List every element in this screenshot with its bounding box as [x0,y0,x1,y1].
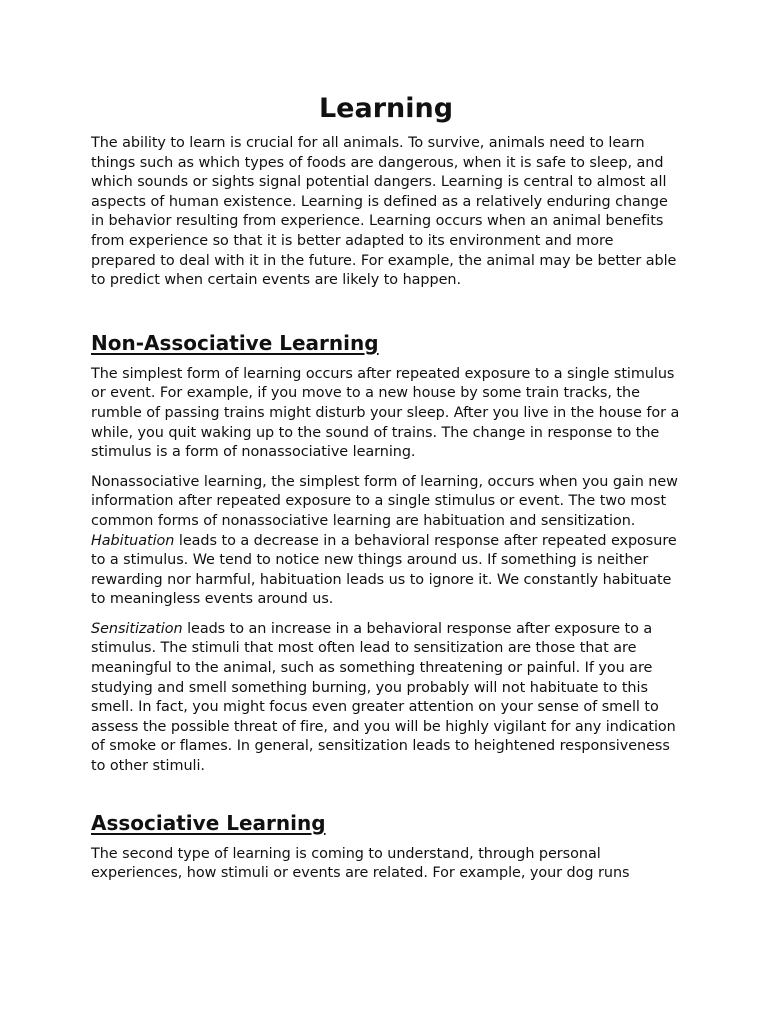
non-associative-paragraph-2 [91,473,681,610]
section-heading-associative: Associative Learning [91,810,326,835]
paragraph-text: leads to an increase in a behavioral response after exposure to a stimulus. The stimuli that most often lead to sensitization are those that are meaningful to the animal, such as something threatening or painful. If you are studying and smell something burning, you probably will not habituate to this smell. In fact, you might focus even greater attention on your sense of smell to assess the possible threat of fire, and you will be highly vigilant for any indication of smoke or flames. In general, sensitization leads to heightened responsiveness to other stimuli. [91,620,676,775]
paragraph-text: Nonassociative learning, the simplest form of learning, occurs when you gain new information after repeated exposure to a single stimulus or event. The two most common forms of nonassociative learning are habituation and sensitization. [91,473,678,529]
page-title: Learning [318,93,454,124]
associative-paragraph-1: The second type of learning is coming to understand, through personal experiences, how stimuli or events are related. For example, your dog runs [91,845,630,882]
intro-paragraph: The ability to learn is crucial for all animals. To survive, animals need to learn things such as which types of foods are dangerous, when it is safe to sleep, and which sounds or sights signal potential dangers. Learning is central to almost all aspects of human existence. Learning is defined as a relatively enduring change in behavior resulting from experience. Learning occurs when an animal benefits from experience so that it is better adapted to its environment and more prepared to deal with it in the future. For example, the animal may be better able to predict when certain events are likely to happen. [91,135,677,289]
non-associative-paragraph-3 [91,620,681,777]
term-habituation: Habituation [91,532,175,549]
paragraph-text: leads to a decrease in a behavioral response after repeated exposure to a stimulus. We tend to notice new things around us. If something is neither rewarding nor harmful, habituation leads us to ignore it. We constantly habituate to meaningless events around us. [91,532,677,608]
section-heading-non-associative: Non-Associative Learning [91,330,379,355]
term-sensitization: Sensitization [91,620,183,637]
non-associative-paragraph-1: The simplest form of learning occurs after repeated exposure to a single stimulus or event. For example, if you move to a new house by some train tracks, the rumble of passing trains might disturb your sleep. After you live in the house for a while, you quit waking up to the sound of trains. The change in response to the stimulus is a form of nonassociative learning. [91,365,680,461]
document-page [91,92,681,894]
